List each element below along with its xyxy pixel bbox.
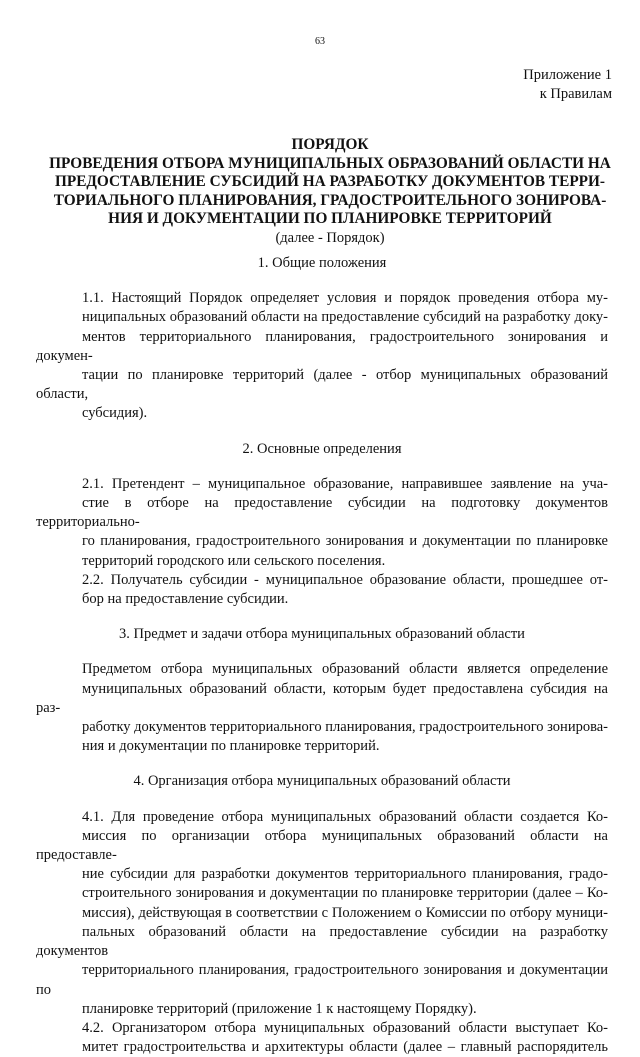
appendix-line: к Правилам xyxy=(539,86,612,102)
title-line: ПОРЯДОК xyxy=(291,136,369,153)
section-heading: 3. Предмет и задачи отбора муниципальных образований области xyxy=(119,626,525,643)
paragraph xyxy=(36,660,608,756)
appendix-note xyxy=(523,66,612,104)
text-line: 4.1. Для проведение отбора муниципальных образований области создается Ко- xyxy=(82,808,608,825)
title-line: НИЯ И ДОКУМЕНТАЦИИ ПО ПЛАНИРОВКЕ ТЕРРИТОРИЙ xyxy=(108,210,552,227)
section-heading: 2. Основные определения xyxy=(242,440,402,457)
text-line: тации по планировке территорий (далее - отбор муниципальных образований области, xyxy=(36,367,608,403)
section-heading: 4. Организация отбора муниципальных образований области xyxy=(133,773,511,790)
text-line: ментов территориального планирования, градостроительного зонирования и докумен- xyxy=(36,328,608,364)
text-line: территориального планирования, градостроительного зонирования и документации по xyxy=(36,962,608,998)
text-line: строительного зонирования и документации по планировке территории (далее – Ко- xyxy=(82,885,608,902)
paragraph xyxy=(36,475,608,571)
text-line: муниципальных образований области, которым будет предоставлена субсидия на раз- xyxy=(36,680,608,716)
text-line: ния и документации по планировке территорий. xyxy=(82,738,380,755)
text-line: субсидия). xyxy=(82,405,148,422)
text-line: Предметом отбора муниципальных образований области является определение xyxy=(82,661,608,678)
text-line: работку документов территориального планирования, градостроительного зонирова- xyxy=(82,719,608,736)
title-line: ТОРИАЛЬНОГО ПЛАНИРОВАНИЯ, ГРАДОСТРОИТЕЛЬНОГО ЗОНИРОВА- xyxy=(53,191,607,209)
text-line: пальных образований области на предоставление субсидии на разработку документов xyxy=(36,923,608,960)
appendix-line: Приложение 1 xyxy=(523,67,612,83)
text-line: ние субсидии для разработки документов территориального планирования, градо- xyxy=(82,866,608,883)
text-line: 2.1. Претендент – муниципальное образование, направившее заявление на уча- xyxy=(82,475,608,492)
title-line: ПРОВЕДЕНИЯ ОТБОРА МУНИЦИПАЛЬНЫХ ОБРАЗОВАНИЙ ОБЛАСТИ НА xyxy=(49,154,611,172)
text-line: ниципальных образований области на предоставление субсидий на разработку доку- xyxy=(82,309,608,326)
section-heading: 1. Общие положения xyxy=(257,255,387,271)
text-line: го планирования, градостроительного зонирования и документации по планировке xyxy=(82,533,608,550)
paragraph xyxy=(36,571,608,609)
document-title xyxy=(36,136,624,248)
title-line: ПРЕДОСТАВЛЕНИЕ СУБСИДИЙ НА РАЗРАБОТКУ ДОКУМЕНТОВ ТЕРРИ- xyxy=(54,173,606,190)
paragraph xyxy=(36,289,608,423)
title-subtitle: (далее - Порядок) xyxy=(275,229,385,246)
text-line: бор на предоставление субсидии. xyxy=(82,591,289,608)
paragraph xyxy=(36,1019,608,1057)
text-line: митет градостроительства и архитектуры области (далее – главный распорядитель xyxy=(82,1039,608,1056)
text-line: миссия), действующая в соответствии с Положением о Комиссии по отбору муници- xyxy=(82,904,608,921)
text-line: 1.1. Настоящий Порядок определяет условия и порядок проведения отбора му- xyxy=(82,290,608,307)
text-line: 4.2. Организатором отбора муниципальных образований области выступает Ко- xyxy=(82,1019,608,1036)
text-line: миссия по организации отбора муниципальных образований области на предоставле- xyxy=(36,827,608,864)
paragraph xyxy=(36,808,608,1019)
text-line: стие в отборе на предоставление субсидии на подготовку документов территориально- xyxy=(36,495,608,531)
page-number: 63 xyxy=(315,36,325,47)
text-line: планировке территорий (приложение 1 к настоящему Порядку). xyxy=(82,1000,477,1017)
text-line: 2.2. Получатель субсидии - муниципальное образование области, прошедшее от- xyxy=(82,571,608,588)
text-line: территорий городского или сельского поселения. xyxy=(82,552,386,569)
document-body xyxy=(36,254,608,1057)
